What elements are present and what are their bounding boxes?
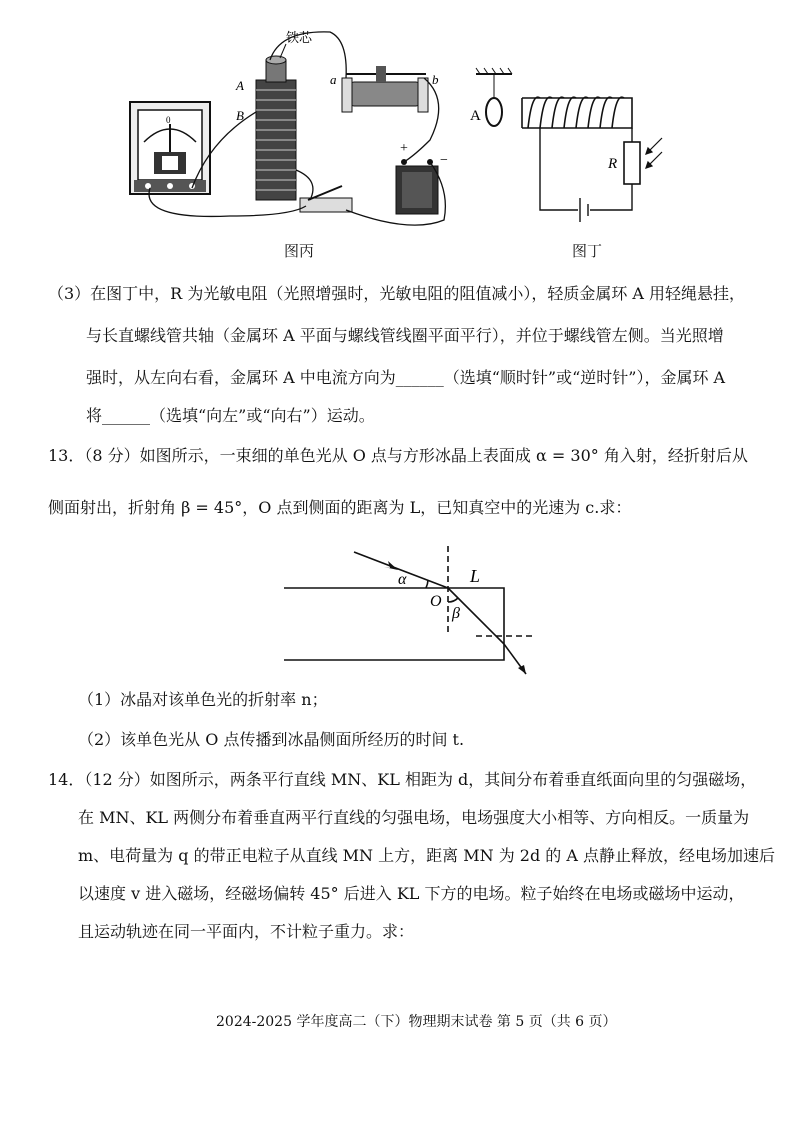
q13-line2: 侧面射出，折射角 β = 45°，O 点到侧面的距离为 L，已知真空中的光速为 c.求：: [48, 498, 632, 517]
q14-line1: 14．（12 分）如图所示，两条平行直线 MN、KL 相距为 d，其间分布着垂直纸面向里的匀强磁场，: [48, 770, 757, 789]
q13-line1: 13．（8 分）如图所示，一束细的单色光从 O 点与方形冰晶上表面成 α = 30° 角入射，经折射后从: [48, 446, 748, 465]
q13-sub1: （1）冰晶对该单色光的折射率 n；: [78, 690, 328, 709]
beta-label: β: [452, 605, 460, 622]
switch: [300, 186, 352, 212]
metal-ring: [486, 98, 502, 126]
q13-sub2: （2）该单色光从 O 点传播到冰晶侧面所经历的时间 t.: [78, 730, 465, 749]
q14-line5: 且运动轨迹在同一平面内，不计粒子重力。求：: [78, 922, 415, 941]
photoresistor: [624, 142, 640, 184]
page-footer: 2024-2025 学年度高二（下）物理期末试卷 第 5 页（共 6 页）: [216, 1014, 617, 1030]
battery-minus-label: −: [440, 153, 448, 168]
rheostat-a-label: a: [330, 72, 337, 87]
figure-bing: [110, 20, 470, 240]
rheostat: [342, 66, 428, 112]
ceiling-support: [476, 68, 512, 98]
q13-figure: [280, 540, 540, 680]
resistor-label: R: [608, 156, 618, 172]
distance-L-label: L: [470, 566, 481, 586]
solenoid: [522, 97, 632, 128]
figure-ding: [460, 60, 680, 230]
ice-crystal: [284, 588, 504, 660]
q12-part3-line3: 强时，从左向右看，金属环 A 中电流方向为______（选填“顺时针”或“逆时针”），金属环 A: [86, 368, 726, 387]
figure-ding-caption: 图丁: [572, 242, 603, 260]
terminal-B-label: B: [236, 108, 244, 123]
figure-bing-caption: 图丙: [284, 242, 315, 260]
q12-part3-line2: 与长直螺线管共轴（金属环 A 平面与螺线管线圈平面平行），并位于螺线管左侧。当光照增: [86, 326, 724, 345]
alpha-label: α: [398, 571, 407, 588]
point-O-label: O: [430, 593, 442, 610]
q12-part3-line1: （3）在图丁中，R 为光敏电阻（光照增强时，光敏电阻的阻值减小），轻质金属环 A 用轻绳悬挂，: [48, 284, 746, 303]
iron-core-label: 铁芯: [286, 30, 313, 45]
ring-label: A: [470, 108, 481, 124]
q14-line3: m、电荷量为 q 的带正电粒子从直线 MN 上方，距离 MN 为 2d 的 A 点静止释放，经电场加速后: [78, 846, 776, 865]
q14-line2: 在 MN、KL 两侧分布着垂直两平行直线的匀强电场，电场强度大小相等、方向相反。一质量为: [78, 808, 750, 827]
battery-plus-label: +: [400, 141, 408, 156]
battery: [396, 159, 438, 214]
rheostat-b-label: b: [432, 72, 439, 87]
terminal-A-label: A: [236, 78, 244, 93]
q14-line4: 以速度 v 进入磁场，经磁场偏转 45° 后进入 KL 下方的电场。粒子始终在电场或磁场中运动，: [78, 884, 745, 903]
q12-part3-line4: 将______（选填“向左”或“向右”）运动。: [86, 406, 375, 425]
coil: [256, 56, 296, 200]
meter-zero-label: 0: [166, 115, 171, 125]
